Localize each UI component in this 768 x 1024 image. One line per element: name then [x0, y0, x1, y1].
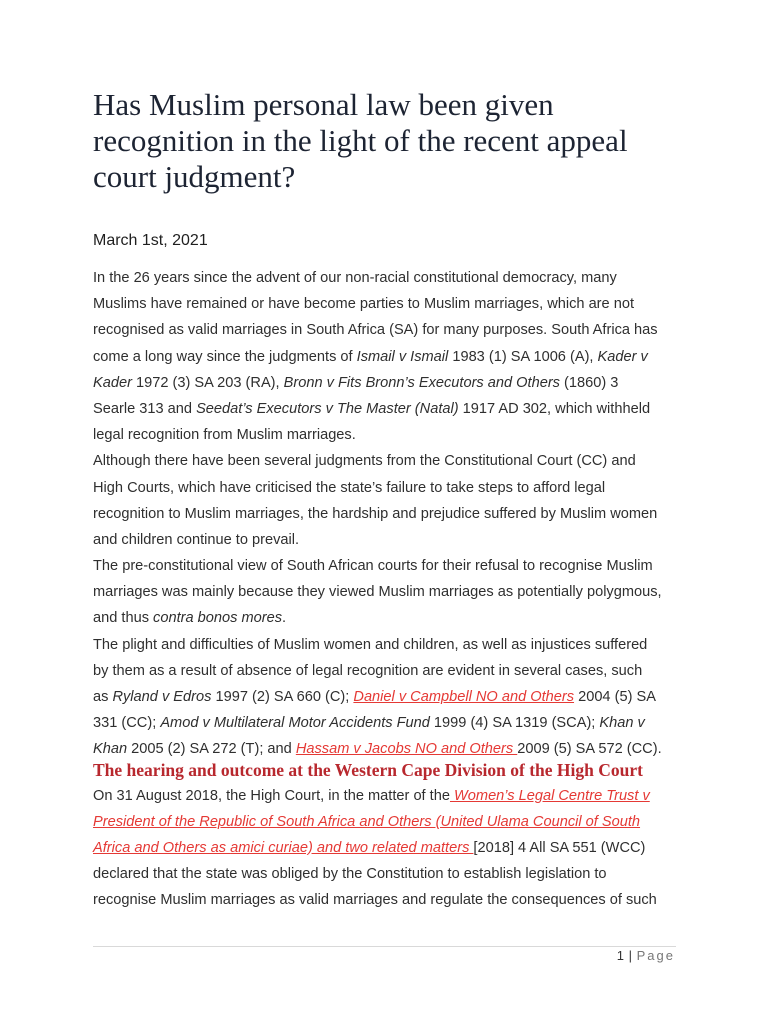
body-line: High Courts, which have criticised the state’s failure to take steps to afford legal [93, 479, 606, 496]
text: 1972 (3) SA 203 (RA), [131, 374, 284, 391]
case-citation: Amod v Multilateral Motor Accidents Fund [160, 715, 430, 732]
text: 2004 (5) SA [574, 689, 656, 705]
latin-phrase: contra bonos mores [153, 610, 283, 627]
body-line: Muslims have remained or have become parties to Muslim marriages, which are not [93, 296, 635, 313]
footer-divider [93, 946, 676, 947]
case-link-daniel-v-campbell[interactable]: Daniel v Campbell NO and Others [353, 689, 575, 705]
text: On 31 August 2018, the High Court, in the matter of the [93, 787, 450, 804]
body-line: by them as a result of absence of legal recognition are evident in several cases, such [93, 662, 643, 679]
case-citation: Kader v [597, 348, 648, 365]
case-link-womens-legal-centre[interactable]: Women’s Legal Centre Trust v [449, 787, 650, 804]
title-line: recognition in the light of the recent appeal [93, 123, 628, 158]
text: [2018] 4 All SA 551 (WCC) [473, 839, 646, 856]
case-citation: Bronn v Fits Bronn’s Executors and Others [283, 374, 560, 391]
text: (1860) 3 [559, 374, 619, 391]
text: 331 (CC); [93, 715, 161, 732]
body-line: and children continue to prevail. [93, 531, 300, 548]
case-citation: Ismail v Ismail [356, 348, 449, 365]
body-line [93, 835, 693, 861]
body-line [93, 396, 693, 422]
text: as [93, 689, 113, 705]
body-line [93, 809, 693, 835]
text: 1997 (2) SA 660 (C); [211, 689, 354, 705]
body-line: declared that the state was obliged by the Constitution to establish legislation to [93, 866, 607, 883]
body-line [93, 370, 693, 396]
body-line: recognise Muslim marriages as valid marriages and regulate the consequences of such [93, 892, 657, 909]
title-line: Has Muslim personal law been given [93, 87, 554, 122]
text: . [282, 610, 287, 627]
text: 1983 (1) SA 1006 (A), [448, 348, 598, 365]
body-line [93, 783, 693, 809]
body-line: Although there have been several judgments from the Constitutional Court (CC) and [93, 453, 636, 470]
page-footer [617, 948, 675, 963]
body-line: In the 26 years since the advent of our non-racial constitutional democracy, many [93, 270, 617, 286]
case-citation: Kader [93, 374, 132, 391]
case-link-womens-legal-centre[interactable]: amici curiae) and two related matters [230, 839, 474, 856]
body-line: marriages was mainly because they viewed Muslim marriages as potentially polygmous, [93, 584, 662, 601]
text: 2005 (2) SA 272 (T); and [127, 741, 296, 758]
section-heading: The hearing and outcome at the Western Cape Division of the High Court [93, 759, 643, 780]
body-line [93, 710, 693, 736]
text: come a long way since the judgments of [93, 348, 357, 365]
case-link-hassam-v-jacobs[interactable]: Hassam v Jacobs NO and Others [295, 741, 518, 758]
body-line [93, 605, 693, 631]
body-line: recognised as valid marriages in South Africa (SA) for many purposes. South Africa has [93, 322, 658, 339]
case-citation: Ryland v Edros [112, 689, 212, 705]
case-link-womens-legal-centre[interactable]: Africa and Others as [93, 839, 231, 856]
body-line: The plight and difficulties of Muslim women and children, as well as injustices suffered [93, 636, 648, 653]
body-line: The pre-constitutional view of South African courts for their refusal to recognise Muslim [93, 558, 653, 575]
body-line: recognition to Muslim marriages, the hardship and prejudice suffered by Muslim women [93, 505, 658, 522]
text: and thus [93, 610, 154, 627]
body-line: legal recognition from Muslim marriages. [93, 427, 356, 444]
page-separator: | [624, 948, 637, 963]
article-date: March 1st, 2021 [93, 232, 208, 249]
text: Searle 313 and [93, 400, 197, 417]
case-citation: Khan [93, 741, 128, 758]
case-citation: Seedat’s Executors v The Master (Natal) [196, 400, 459, 417]
body-line [93, 684, 693, 710]
page-label: Page [636, 948, 675, 963]
article-title [93, 87, 693, 195]
title-line: court judgment? [93, 159, 296, 194]
text: 1999 (4) SA 1319 (SCA); [429, 715, 600, 732]
article-body [93, 265, 693, 914]
case-link-womens-legal-centre[interactable]: President of the Republic of South Africa and Others (United Ulama Council of South [93, 813, 641, 830]
page-number: 1 [616, 948, 625, 963]
text: 2009 (5) SA 572 (CC). [517, 741, 662, 758]
body-line [93, 344, 693, 370]
text: 1917 AD 302, which withheld [458, 400, 651, 417]
case-citation: Khan v [599, 715, 645, 732]
